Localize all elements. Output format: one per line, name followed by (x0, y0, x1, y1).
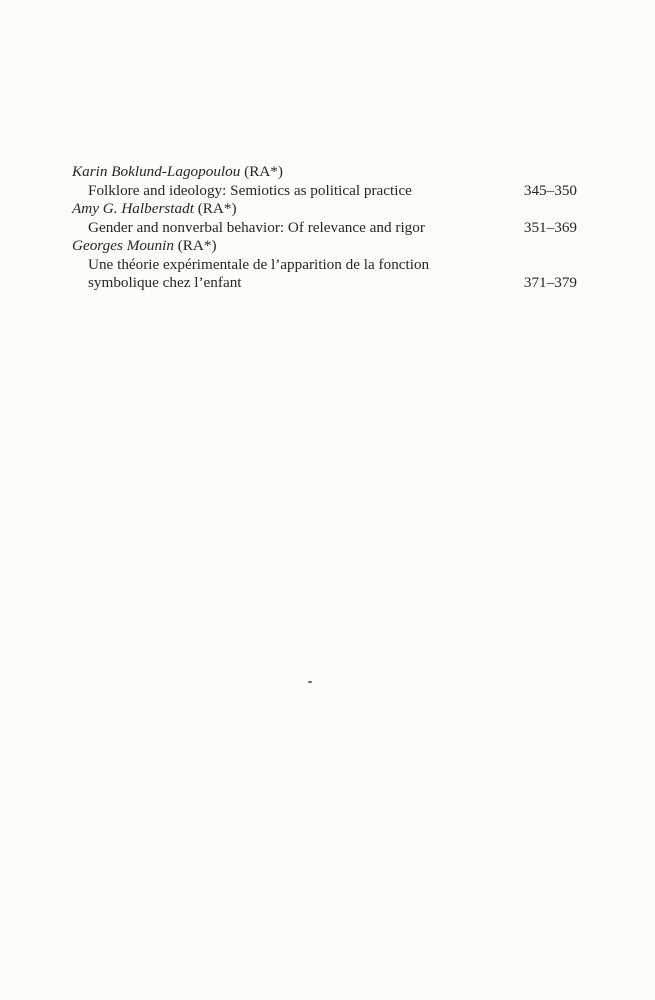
article-title: Folklore and ideology: Semiotics as political practice (88, 181, 412, 199)
print-speck (308, 681, 312, 683)
article-row (72, 182, 577, 201)
author-line (72, 200, 577, 219)
page-range: 345–350 (523, 181, 577, 199)
author-name: Karin Boklund-Lagopoulou (72, 163, 241, 180)
article-title-line-1: Une théorie expérimentale de l’apparition de la fonction (88, 255, 430, 273)
toc-entry (72, 163, 577, 200)
article-title-last-row (88, 274, 577, 293)
review-article-tag: (RA*) (240, 163, 283, 180)
table-of-contents (72, 163, 577, 293)
author-line (72, 163, 577, 182)
article-title: Gender and nonverbal behavior: Of relevance and rigor (88, 218, 425, 236)
review-article-tag: (RA*) (173, 237, 217, 254)
author-line (72, 237, 577, 256)
article-row (72, 219, 577, 238)
author-name: Georges Mounin (72, 237, 174, 254)
article-title-line-2: symbolique chez l’enfant (88, 274, 242, 291)
page-range: 351–369 (523, 218, 577, 236)
article-row (72, 256, 577, 293)
toc-entry (72, 200, 577, 237)
author-name: Amy G. Halberstadt (72, 200, 194, 217)
toc-entry (72, 237, 577, 293)
page-range: 371–379 (523, 274, 577, 291)
review-article-tag: (RA*) (193, 200, 237, 217)
